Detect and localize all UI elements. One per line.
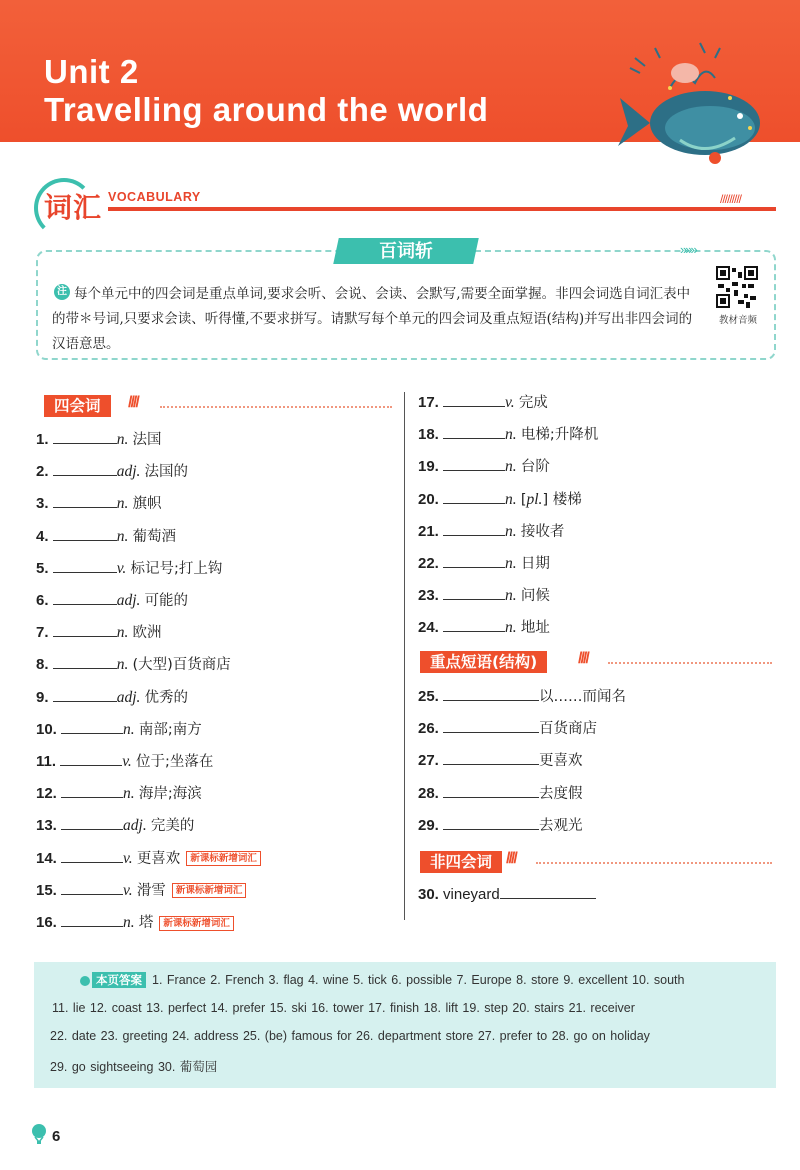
answer-blank[interactable] <box>443 686 539 701</box>
note-icon: 注 <box>54 284 70 300</box>
phrase-item <box>418 783 583 804</box>
part-of-speech: n. <box>505 458 517 476</box>
vocab-item <box>418 392 548 413</box>
vocab-item <box>36 687 188 708</box>
meaning: 可能的 <box>144 593 189 609</box>
tag-hatch-decoration: //// <box>128 394 138 411</box>
phrase-item <box>418 686 626 707</box>
item-number: 15. <box>36 881 57 899</box>
answer-blank[interactable] <box>61 848 123 863</box>
column-divider <box>404 392 405 920</box>
meaning: 问候 <box>520 588 550 605</box>
vocab-item <box>418 617 550 638</box>
answer-blank[interactable] <box>61 880 123 895</box>
meaning: 海岸;海滨 <box>138 786 202 803</box>
item-number: 17. <box>418 394 439 411</box>
answer-blank[interactable] <box>443 489 505 504</box>
vocab-item <box>36 880 246 901</box>
meaning: 完美的 <box>150 818 195 835</box>
meaning: 法国的 <box>144 464 189 481</box>
item-number: 28. <box>418 784 439 802</box>
meaning: 法国 <box>132 432 162 448</box>
item-number: 6. <box>36 592 49 609</box>
meaning: 楼梯 <box>552 491 582 508</box>
phrase-item <box>418 750 583 771</box>
qr-label: 教材音频 <box>718 315 757 326</box>
meaning: 地址 <box>520 620 550 637</box>
answer-blank[interactable] <box>53 622 117 637</box>
phrase-item <box>418 815 583 836</box>
meaning: 位于;坐落在 <box>135 754 214 770</box>
qr-code-icon[interactable] <box>716 266 758 308</box>
vocab-item <box>418 585 550 606</box>
bracket: ] <box>542 491 553 508</box>
part-of-speech: adj. <box>116 463 141 481</box>
non-four-word: vineyard <box>443 886 500 903</box>
part-of-speech: adj. <box>116 592 141 609</box>
non-four-item <box>418 884 596 905</box>
tag-hatch-decoration: //// <box>578 650 588 667</box>
note-tab-label: 百词斩 <box>379 241 433 261</box>
meaning: 葡萄酒 <box>132 528 176 545</box>
item-number: 7. <box>36 624 49 642</box>
unit-number: Unit 2 <box>44 53 139 90</box>
phrase-meaning: 更喜欢 <box>539 753 583 770</box>
part-of-speech: n. <box>505 587 517 605</box>
phrase-meaning: 去观光 <box>539 817 583 834</box>
new-word-badge: 新课标新增词汇 <box>172 883 247 898</box>
meaning: 接收者 <box>520 523 565 540</box>
item-number: 27. <box>418 752 439 770</box>
item-number: 29. <box>418 816 439 834</box>
vocab-title-cn: 词汇 <box>44 191 103 224</box>
item-number: 1. <box>36 431 49 448</box>
item-number: 3. <box>36 495 49 513</box>
phrase-meaning: 百货商店 <box>539 721 598 738</box>
item-number: 4. <box>36 527 49 545</box>
answer-box <box>34 962 776 1088</box>
answer-blank[interactable] <box>53 558 117 573</box>
answer-label: 本页答案 <box>92 972 146 988</box>
vocab-item <box>36 526 176 547</box>
item-number: 25. <box>418 688 439 705</box>
answer-blank[interactable] <box>500 884 596 899</box>
phrase-meaning: 以……而闻名 <box>539 689 627 705</box>
vocab-item <box>36 848 261 869</box>
part-of-speech: n. <box>505 522 517 540</box>
tag-dots <box>160 406 392 408</box>
answer-text-1: 1. France 2. French 3. flag 4. wine 5. tick 6. possible 7. Europe 8. store 9. excellent 10. south <box>152 973 685 987</box>
answer-blank[interactable] <box>443 750 539 765</box>
part-of-speech: n. <box>116 624 129 642</box>
meaning: 优秀的 <box>144 689 189 706</box>
answer-blank[interactable] <box>61 912 123 927</box>
balloon-icon <box>30 1124 48 1144</box>
answer-line-1 <box>80 972 684 988</box>
answer-blank[interactable] <box>53 654 117 669</box>
vocab-item <box>418 553 550 574</box>
unit-title: Travelling around the world <box>44 91 489 128</box>
answer-blank[interactable] <box>443 456 505 471</box>
meaning: 塔 <box>138 915 154 931</box>
part-of-speech: v. <box>505 394 515 411</box>
answer-blank[interactable] <box>53 461 117 476</box>
part-of-speech: n. <box>505 619 517 637</box>
meaning: 更喜欢 <box>136 850 181 867</box>
arrows-icon: »»» <box>680 242 696 257</box>
answer-line-3: 22. date 23. greeting 24. address 25. (be) famous for 26. department store 27. prefer to 28. go on holiday <box>50 1029 650 1043</box>
answer-blank[interactable] <box>60 751 122 766</box>
meaning: 滑雪 <box>136 882 166 899</box>
vocab-item <box>36 719 202 740</box>
vocab-title-en: VOCABULARY <box>108 190 201 204</box>
item-number: 22. <box>418 555 439 572</box>
item-number: 10. <box>36 720 57 738</box>
item-number: 18. <box>418 426 439 444</box>
note-tab <box>333 238 479 264</box>
answer-blank[interactable] <box>443 617 505 632</box>
answer-line-4: 29. go sightseeing 30. 葡萄园 <box>50 1060 218 1074</box>
plural-marker: pl. <box>526 490 543 508</box>
vocab-item <box>36 654 231 675</box>
item-number: 16. <box>36 914 57 931</box>
part-of-speech: n. <box>123 720 135 738</box>
vocab-underline <box>108 207 776 211</box>
answer-blank[interactable] <box>53 590 117 605</box>
vocab-item <box>36 558 222 579</box>
answer-blank[interactable] <box>443 392 505 407</box>
item-number: 11. <box>36 753 57 770</box>
answer-blank[interactable] <box>61 783 123 798</box>
phrase-item <box>418 718 597 739</box>
part-of-speech: n. <box>116 656 129 674</box>
meaning: 旗帜 <box>132 496 162 513</box>
meaning: 日期 <box>520 556 550 572</box>
item-number: 5. <box>36 559 49 577</box>
part-of-speech: v. <box>123 849 133 867</box>
answer-blank[interactable] <box>53 429 117 444</box>
answer-blank[interactable] <box>443 553 505 568</box>
meaning: 电梯;升降机 <box>520 427 599 444</box>
meaning: 台阶 <box>520 459 550 476</box>
vocab-item <box>36 622 161 643</box>
answer-blank[interactable] <box>443 521 505 536</box>
item-number: 26. <box>418 720 439 738</box>
vocab-item <box>36 751 213 772</box>
new-word-badge: 新课标新增词汇 <box>186 851 261 866</box>
part-of-speech: v. <box>123 881 133 899</box>
answer-blank[interactable] <box>443 815 539 830</box>
item-number: 20. <box>418 490 439 508</box>
vocab-item <box>418 456 550 477</box>
tag-non-four-words: 非四会词 <box>420 851 502 873</box>
meaning: (大型)百货商店 <box>132 657 231 674</box>
answer-blank[interactable] <box>443 718 539 733</box>
tag-dots <box>536 862 772 864</box>
vocab-item <box>418 521 564 542</box>
answer-blank[interactable] <box>53 526 117 541</box>
vocab-item <box>418 424 598 445</box>
part-of-speech: n. <box>116 495 129 513</box>
answer-blank[interactable] <box>61 815 123 830</box>
bracket: [ <box>520 491 527 508</box>
item-number: 30. <box>418 886 439 903</box>
item-number: 23. <box>418 587 439 605</box>
vocab-item <box>36 815 194 836</box>
answer-blank[interactable] <box>443 424 505 439</box>
vocab-item <box>418 489 582 510</box>
vocab-item <box>36 429 161 450</box>
item-number: 2. <box>36 463 49 481</box>
part-of-speech: n. <box>123 785 135 803</box>
answer-blank[interactable] <box>53 687 117 702</box>
vocab-item <box>36 590 188 611</box>
item-number: 21. <box>418 522 439 540</box>
tag-key-phrases: 重点短语(结构) <box>420 651 547 673</box>
part-of-speech: n. <box>123 914 135 931</box>
answer-line-2: 11. lie 12. coast 13. perfect 14. prefer 15. ski 16. tower 17. finish 18. lift 19. step 20. stairs 21. receiver <box>52 1001 635 1015</box>
tag-four-skill-words: 四会词 <box>44 395 111 417</box>
vocab-item <box>36 783 202 804</box>
part-of-speech: n. <box>116 431 129 448</box>
part-of-speech: n. <box>505 555 517 572</box>
item-number: 19. <box>418 458 439 476</box>
item-number: 14. <box>36 849 57 867</box>
pin-icon <box>80 976 90 986</box>
part-of-speech: n. <box>505 490 517 508</box>
item-number: 13. <box>36 817 57 835</box>
item-number: 12. <box>36 785 57 803</box>
answer-blank[interactable] <box>443 783 539 798</box>
answer-blank[interactable] <box>61 719 123 734</box>
meaning: 完成 <box>518 395 548 411</box>
vocab-item <box>36 461 188 482</box>
part-of-speech: n. <box>116 527 129 545</box>
hatch-decoration: ///////// <box>720 192 742 206</box>
new-word-badge: 新课标新增词汇 <box>159 916 234 931</box>
item-number: 24. <box>418 619 439 637</box>
part-of-speech: v. <box>122 753 132 770</box>
item-number: 8. <box>36 656 49 674</box>
answer-blank[interactable] <box>53 493 117 508</box>
vocab-item <box>36 912 234 933</box>
part-of-speech: n. <box>505 426 517 444</box>
note-text: 每个单元中的四会词是重点单词,要求会听、会说、会读、会默写,需要全面掌握。非四会词选自词汇表中的带＊号词,只要求会读、听得懂,不要求拼写。请默写每个单元的四会词及重点短语(结构)并写出非四会词的汉语意思。 <box>52 286 693 352</box>
tag-hatch-decoration: //// <box>506 850 516 867</box>
part-of-speech: adj. <box>116 688 141 706</box>
vocab-item <box>36 493 161 514</box>
meaning: 欧洲 <box>132 625 162 642</box>
phrase-meaning: 去度假 <box>539 785 583 802</box>
meaning: 南部;南方 <box>138 721 202 738</box>
answer-blank[interactable] <box>443 585 505 600</box>
tag-dots <box>608 662 772 664</box>
whale-illustration <box>610 28 780 168</box>
part-of-speech: adj. <box>123 817 147 835</box>
meaning: 标记号;打上钩 <box>130 560 223 577</box>
part-of-speech: v. <box>116 559 127 577</box>
page-number: 6 <box>52 1128 61 1145</box>
item-number: 9. <box>36 688 49 706</box>
